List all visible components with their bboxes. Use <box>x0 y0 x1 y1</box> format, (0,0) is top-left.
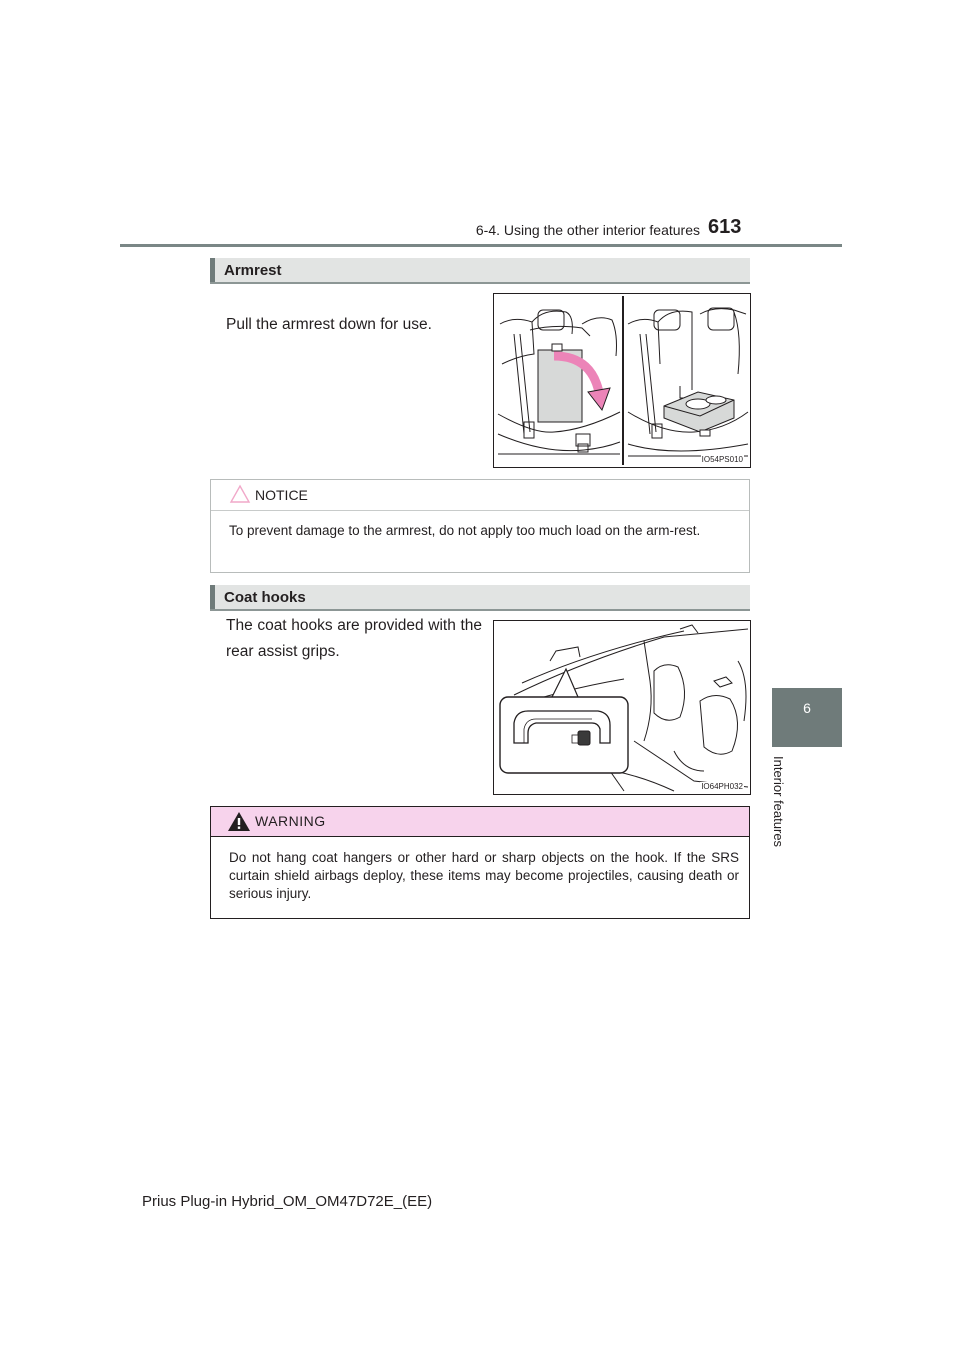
caution-triangle-icon <box>229 484 251 509</box>
chapter-number: 6 <box>803 700 811 716</box>
header-section-title: 6-4. Using the other interior features <box>475 222 700 238</box>
notice-header <box>211 480 749 510</box>
coat-hooks-text: The coat hooks are provided with the rear assist grips. <box>226 617 482 660</box>
armrest-heading-bar <box>210 258 750 284</box>
armrest-figure-code: IO54PS010 <box>701 455 743 464</box>
footer-document-id: Prius Plug-in Hybrid_OM_OM47D72E_(EE) <box>142 1193 433 1210</box>
coat-hook-illustration <box>493 620 751 795</box>
coat-hooks-heading: Coat hooks <box>224 589 306 606</box>
notice-title: NOTICE <box>255 487 308 503</box>
coat-hook-drawing <box>494 621 750 794</box>
notice-divider <box>211 510 749 511</box>
chapter-label-wrap <box>771 756 806 866</box>
notice-box <box>210 479 750 573</box>
header-rule <box>120 244 842 247</box>
coat-hooks-heading-bar <box>210 585 750 611</box>
heading-accent <box>210 258 215 282</box>
page-number: 613 <box>708 216 742 238</box>
chapter-label: Interior features <box>771 756 786 848</box>
warning-triangle-icon <box>227 811 251 837</box>
heading-accent <box>210 585 215 609</box>
notice-body: To prevent damage to the armrest, do not apply too much load on the arm-rest. <box>229 523 701 538</box>
armrest-text: Pull the armrest down for use. <box>226 316 432 333</box>
warning-box <box>210 806 750 919</box>
armrest-drawing <box>494 294 750 467</box>
armrest-heading: Armrest <box>224 262 282 279</box>
warning-body: Do not hang coat hangers or other hard or sharp objects on the hook. If the SRS curtain shield airbags deploy, these items may become projectiles, causing death or serious injury. <box>229 850 739 901</box>
armrest-illustration <box>493 293 751 468</box>
warning-header <box>211 807 749 837</box>
warning-title: WARNING <box>255 813 326 829</box>
chapter-tab <box>772 688 842 747</box>
coat-hook-figure-code: IO64PH032 <box>701 782 743 791</box>
